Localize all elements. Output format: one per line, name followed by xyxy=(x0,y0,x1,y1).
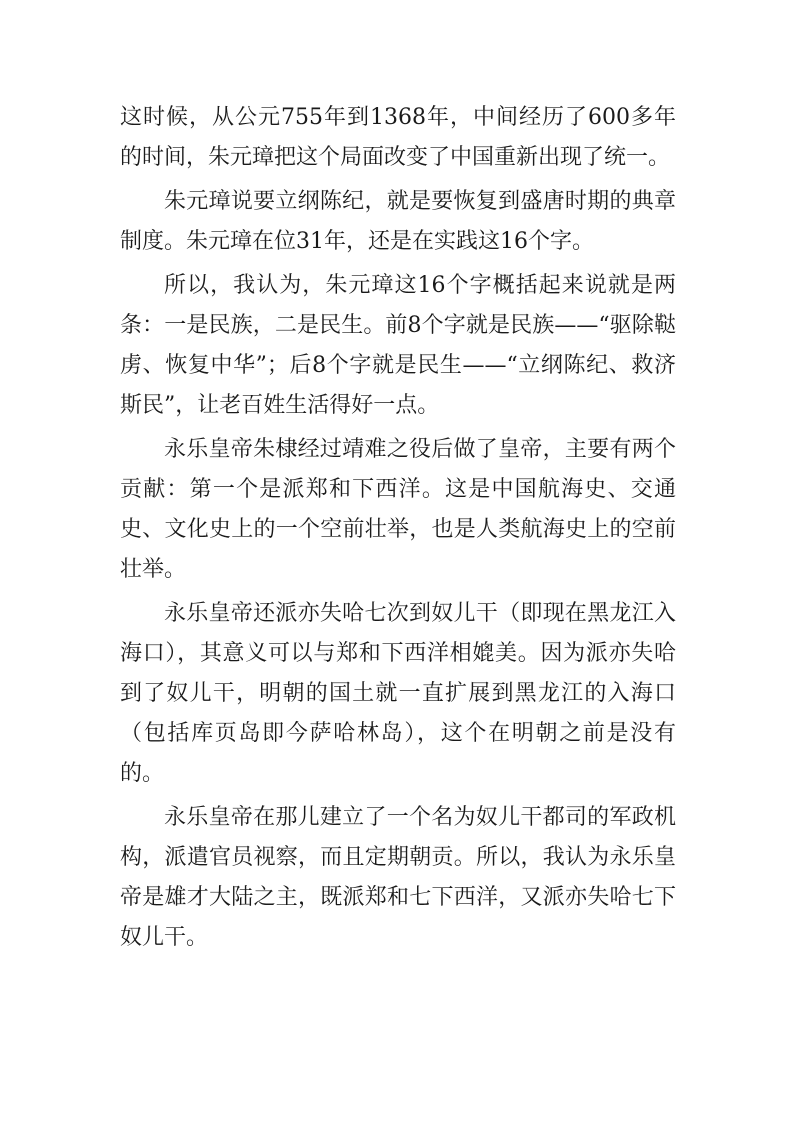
paragraph: 所以，我认为，朱元璋这16个字概括起来说就是两条：一是民族，二是民生。前8个字就是民族——“驱除鞑虏、恢复中华”；后8个字就是民生——“立纲陈纪、救济斯民”，让老百姓生活得好一点。 xyxy=(120,273,676,418)
paragraph: 永乐皇帝还派亦失哈七次到奴儿干（即现在黑龙江入海口），其意义可以与郑和下西洋相媲美。因为派亦失哈到了奴儿干，明朝的国土就一直扩展到黑龙江的入海口（包括库页岛即今萨哈林岛），这个在明朝之前是没有的。 xyxy=(120,601,676,786)
paragraph: 永乐皇帝在那儿建立了一个名为奴儿干都司的军政机构，派遣官员视察，而且定期朝贡。所以，我认为永乐皇帝是雄才大陆之主，既派郑和七下西洋，又派亦失哈七下奴儿干。 xyxy=(120,805,676,950)
paragraph: 永乐皇帝朱棣经过靖难之役后做了皇帝，主要有两个贡献：第一个是派郑和下西洋。这是中国航海史、交通史、文化史上的一个空前壮举，也是人类航海史上的空前壮举。 xyxy=(120,437,676,582)
document-page xyxy=(120,98,676,962)
paragraph: 朱元璋说要立纲陈纪，就是要恢复到盛唐时期的典章制度。朱元璋在位31年，还是在实践这16个字。 xyxy=(120,189,676,254)
paragraph: 这时候，从公元755年到1368年，中间经历了600多年的时间，朱元璋把这个局面改变了中国重新出现了统一。 xyxy=(120,105,676,170)
